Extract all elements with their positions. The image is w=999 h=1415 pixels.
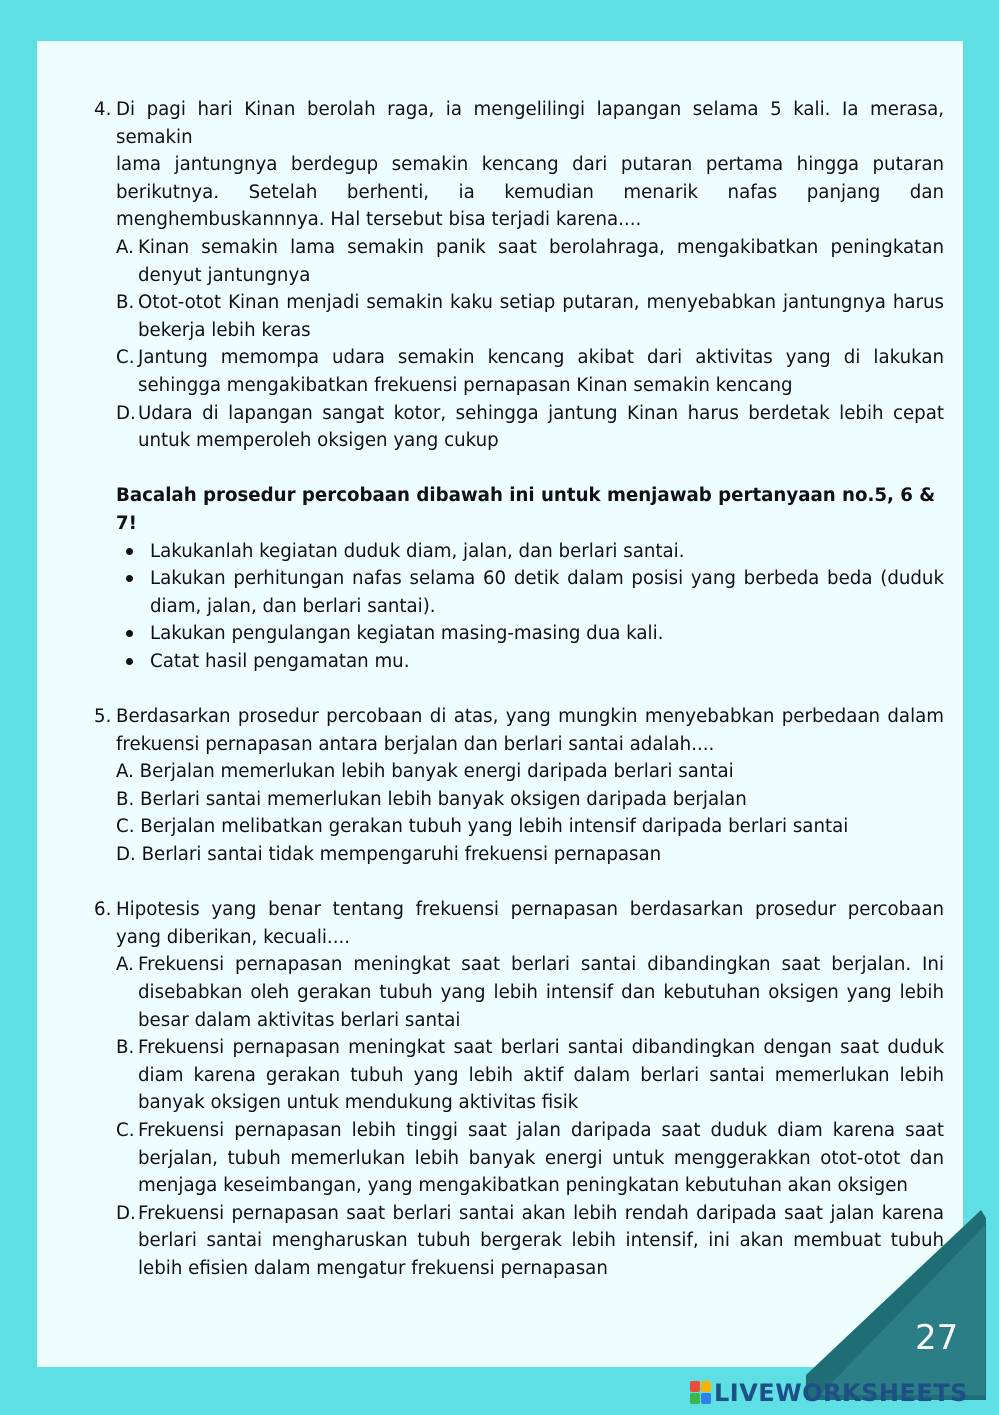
question-number: 5. xyxy=(94,706,112,728)
bullet-icon xyxy=(126,575,133,582)
answer-option-c[interactable] xyxy=(116,344,944,399)
question-number: 4. xyxy=(94,99,112,120)
procedure-step xyxy=(116,620,944,648)
option-text: Jantung memompa udara semakin kencang akibat dari aktivitas yang di lakukan sehingga mengakibatkan frekuensi pernapasan Kinan semakin kencang xyxy=(138,347,944,396)
spacer xyxy=(94,455,944,483)
answer-option-b[interactable] xyxy=(116,289,944,344)
answer-option-c[interactable] xyxy=(116,1117,944,1200)
question-stem: Berdasarkan prosedur percobaan di atas, yang mungkin menyebabkan perbedaan dalam frekuensi pernapasan antara berjalan dan berlari santai adalah.... xyxy=(116,706,944,755)
procedure-heading: Bacalah prosedur percobaan dibawah ini untuk menjawab pertanyaan no.5, 6 & 7! xyxy=(116,485,936,534)
option-text: Otot-otot Kinan menjadi semakin kaku setiap putaran, menyebabkan jantungnya harus bekerja lebih keras xyxy=(138,292,944,341)
spacer xyxy=(94,675,944,703)
option-text: Frekuensi pernapasan meningkat saat berlari santai dibandingkan dengan saat duduk diam karena gerakan tubuh yang lebih aktif dalam berlari santai memerlukan lebih banyak oksigen untuk mendukung aktivitas fisik xyxy=(138,1037,944,1114)
option-letter: C. xyxy=(116,347,135,369)
answer-option-d[interactable] xyxy=(116,1200,944,1283)
spacer xyxy=(94,869,944,897)
answer-option-a[interactable] xyxy=(116,234,944,289)
liveworksheets-logo[interactable] xyxy=(690,1378,968,1408)
brand-name: LIVEWORKSHEETS xyxy=(714,1379,968,1407)
option-text: Kinan semakin lama semakin panik saat berolahraga, mengakibatkan peningkatan denyut jantungnya xyxy=(138,236,944,286)
procedure-step-text: Catat hasil pengamatan mu. xyxy=(150,650,410,672)
question-stem-line: menghembuskannnya. Hal tersebut bisa terjadi karena.... xyxy=(116,209,642,231)
question-stem-line: Di pagi hari Kinan berolah raga, ia mengelilingi lapangan selama 5 kali. Ia merasa, semakin xyxy=(116,99,944,148)
procedure-step-text: Lakukan pengulangan kegiatan masing-masing dua kali. xyxy=(150,623,664,645)
answer-option-b[interactable] xyxy=(116,1034,944,1117)
option-letter: C. xyxy=(116,1119,135,1141)
procedure-step xyxy=(116,565,944,620)
option-text: Udara di lapangan sangat kotor, sehingga jantung Kinan harus berdetak lebih cepat untuk memperoleh oksigen yang cukup xyxy=(138,402,944,452)
procedure-step xyxy=(116,538,944,566)
option-letter: D. xyxy=(116,402,136,424)
answer-option-d[interactable] xyxy=(116,400,944,455)
option-letter: B. xyxy=(116,292,135,314)
worksheet-content xyxy=(94,96,944,1283)
question-4 xyxy=(94,96,944,455)
option-letter: A. xyxy=(116,954,134,976)
question-6 xyxy=(94,896,944,1282)
worksheet-page xyxy=(37,41,963,1367)
liveworksheets-logo-icon xyxy=(690,1381,712,1405)
procedure-step-text: Lakukan perhitungan nafas selama 60 detik dalam posisi yang berbeda beda (duduk diam, jalan, dan berlari santai). xyxy=(150,568,944,617)
page-number: 27 xyxy=(915,1318,959,1358)
question-5 xyxy=(94,703,944,869)
procedure-step-text: Lakukanlah kegiatan duduk diam, jalan, dan berlari santai. xyxy=(150,540,685,562)
option-letter: A. xyxy=(116,236,134,258)
bullet-icon xyxy=(126,548,133,555)
option-text: Frekuensi pernapasan lebih tinggi saat jalan daripada saat duduk diam karena saat berjalan, tubuh memerlukan lebih banyak energi untuk menggerakkan otot-otot dan menjaga keseimbangan, yang mengakibatkan peningkatan kebutuhan akan oksigen xyxy=(138,1119,944,1197)
answer-option-b[interactable]: B. Berlari santai memerlukan lebih banyak oksigen daripada berjalan xyxy=(116,788,747,810)
bullet-icon xyxy=(126,630,133,637)
question-number: 6. xyxy=(94,899,112,921)
answer-option-c[interactable]: C. Berjalan melibatkan gerakan tubuh yang lebih intensif daripada berlari santai xyxy=(116,816,849,838)
bullet-icon xyxy=(126,658,133,665)
answer-option-a[interactable]: A. Berjalan memerlukan lebih banyak energi daripada berlari santai xyxy=(116,761,734,783)
option-letter: B. xyxy=(116,1037,135,1059)
option-letter: D. xyxy=(116,1202,136,1224)
option-text: Frekuensi pernapasan saat berlari santai akan lebih rendah daripada saat jalan karena berlari santai mengharuskan tubuh bergerak lebih intensif, ini akan membuat tubuh lebih efisien dalam mengatur frekuensi pernapasan xyxy=(138,1202,944,1279)
answer-option-d[interactable]: D. Berlari santai tidak mempengaruhi frekuensi pernapasan xyxy=(116,844,662,866)
procedure-step xyxy=(116,648,944,676)
question-stem-line: berikutnya. Setelah berhenti, ia kemudian menarik nafas panjang dan xyxy=(116,181,944,203)
question-stem-line: lama jantungnya berdegup semakin kencang dari putaran pertama hingga putaran xyxy=(116,154,944,176)
procedure-list xyxy=(94,538,944,676)
question-stem: Hipotesis yang benar tentang frekuensi pernapasan berdasarkan prosedur percobaan yang diberikan, kecuali.... xyxy=(116,899,944,948)
answer-option-a[interactable] xyxy=(116,951,944,1034)
option-text: Frekuensi pernapasan meningkat saat berlari santai dibandingkan saat berjalan. Ini disebabkan oleh gerakan tubuh yang lebih intensif dan kebutuhan oksigen yang lebih besar dalam aktivitas berlari santai xyxy=(138,954,944,1031)
